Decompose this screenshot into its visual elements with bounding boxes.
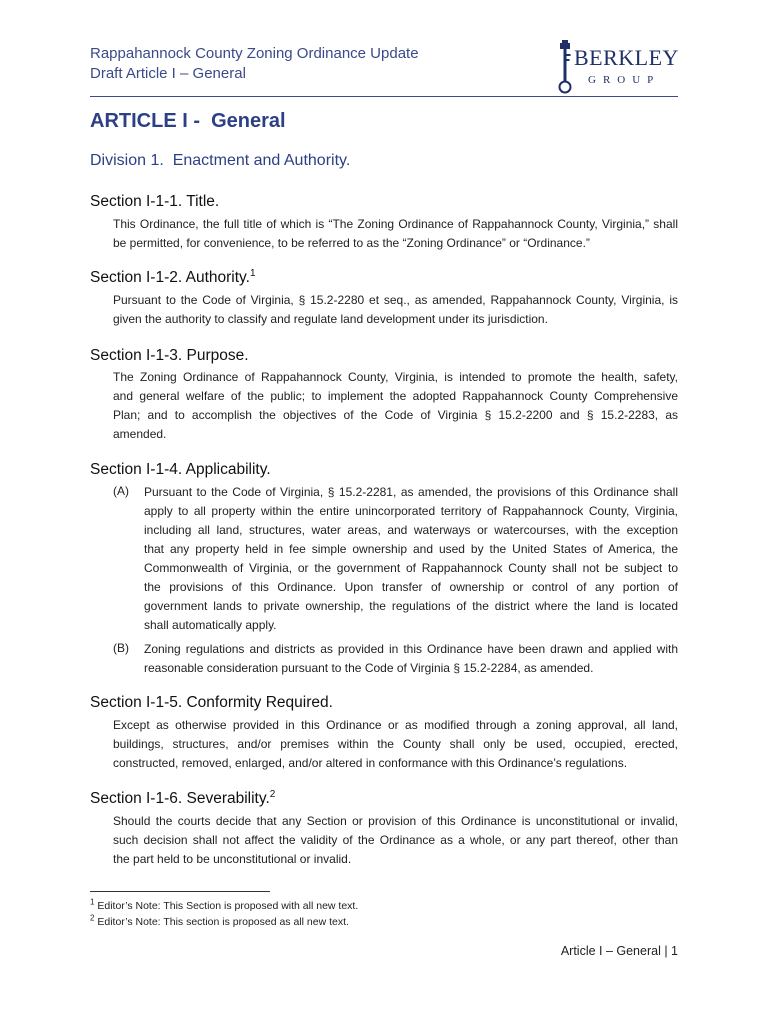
article-title: ARTICLE I - General (90, 110, 286, 132)
header-title: Rappahannock County Zoning Ordinance Update (90, 45, 419, 62)
paragraph-line: including all land, structures, water areas, and waterways or watercourses, with the exception (144, 523, 678, 537)
section-conformity-paragraph (113, 716, 678, 773)
section-heading-text: Section I-1-3. Purpose. (90, 347, 249, 364)
paragraph-line: given the authority to classify and regulate land development under its jurisdiction. (113, 312, 548, 326)
paragraph-line: Pursuant to the Code of Virginia, § 15.2-2281, as amended, the provisions of this Ordinance shall (144, 485, 678, 499)
footnote-number: 1 (90, 897, 95, 907)
footnote-1 (90, 897, 359, 912)
paragraph-line: The Zoning Ordinance of Rappahannock County, Virginia, is intended to promote the health, safety, (113, 370, 678, 384)
key-icon (556, 40, 574, 94)
section-heading-authority (90, 269, 256, 287)
section-heading-title (90, 193, 219, 211)
paragraph-line: Zoning regulations and districts as provided in this Ordinance have been drawn and applied with (144, 642, 678, 656)
paragraph-line: such decision shall not affect the validity of the Ordinance as a whole, or any part thereof, other than (113, 833, 678, 847)
footnote-2 (90, 913, 349, 928)
item-b-paragraph (144, 640, 678, 678)
berkley-group-logo (552, 40, 682, 94)
paragraph-line: be permitted, for convenience, to be referred to as the “Zoning Ordinance” or “Ordinance.” (113, 236, 590, 250)
paragraph-line: the provisions of this Ordinance. Upon transfer of ownership or control of any portion of (144, 580, 678, 594)
footnote-number: 2 (90, 913, 95, 923)
footnote-divider (90, 891, 270, 892)
item-label-b: (B) (113, 641, 129, 655)
paragraph-line: amended. (113, 427, 167, 441)
page-footer: Article I – General | 1 (560, 944, 678, 958)
footnote-text: Editor’s Note: This Section is proposed with all new text. (94, 900, 359, 912)
paragraph-line: Plan; and to accomplish the objectives of the Code of Virginia § 15.2-2200 and § 15.2-2283, as (113, 408, 678, 422)
paragraph-line: This Ordinance, the full title of which is “The Zoning Ordinance of Rappahannock County, Virginia,” shall (113, 217, 678, 231)
paragraph-line: shall automatically apply. (144, 618, 277, 632)
header-divider (90, 96, 678, 97)
section-heading-text: Section I-1-6. Severability. (90, 790, 270, 807)
section-heading-conformity (90, 694, 333, 712)
paragraph-line: Except as otherwise provided in this Ordinance or as modified through a zoning approval, all land, (113, 718, 678, 732)
footnote-ref[interactable]: 1 (249, 267, 256, 279)
logo-subtitle: GROUP (588, 74, 661, 86)
section-authority-paragraph (113, 291, 678, 329)
paragraph-line: that any property held in fee simple ownership and used by the United States of America, the (144, 542, 678, 556)
paragraph-line: government lands to private ownership, the regulations of the district where the land is located (144, 599, 678, 613)
footnote-text: Editor’s Note: This section is proposed as all new text. (94, 916, 349, 928)
section-heading-text: Section I-1-5. Conformity Required. (90, 694, 333, 711)
paragraph-line: and general welfare of the public; to implement the adopted Rappahannock County Comprehensive (113, 389, 678, 403)
paragraph-line: Should the courts decide that any Section or provision of this Ordinance is unconstitutional or invalid, (113, 814, 678, 828)
section-purpose-paragraph (113, 368, 678, 444)
section-heading-severability (90, 790, 275, 808)
section-heading-text: Section I-1-1. Title. (90, 193, 220, 210)
section-heading-text: Section I-1-4. Applicability. (90, 461, 271, 478)
section-title-paragraph (113, 215, 678, 253)
division-title: Division 1. Enactment and Authority. (90, 152, 351, 169)
section-severability-paragraph (113, 812, 678, 869)
logo-name: BERKLEY (574, 45, 679, 70)
paragraph-line: reasonable consideration pursuant to the Code of Virginia § 15.2-2284, as amended. (144, 661, 594, 675)
item-a-paragraph (144, 483, 678, 635)
paragraph-line: Pursuant to the Code of Virginia, § 15.2-2280 et seq., as amended, Rappahannock County, Virginia, is (113, 293, 678, 307)
paragraph-line: apply to all property within the entire unincorporated territory of Rappahannock County, Virginia, (144, 504, 678, 518)
section-heading-purpose (90, 347, 249, 365)
item-label-a: (A) (113, 484, 129, 498)
paragraph-line: Commonwealth of Virginia, or the government of Rappahannock County shall not be subject to (144, 561, 678, 575)
paragraph-line: the part held to be unconstitutional or invalid. (113, 852, 352, 866)
paragraph-line: buildings, structures, and/or premises within the County shall only be used, occupied, erected, (113, 737, 678, 751)
paragraph-line: constructed, removed, enlarged, and/or altered in conformance with this Ordinance’s regulations. (113, 756, 628, 770)
section-heading-text: Section I-1-2. Authority. (90, 269, 250, 286)
section-heading-applicability (90, 461, 271, 479)
header-subtitle: Draft Article I – General (90, 65, 246, 82)
footnote-ref[interactable]: 2 (269, 788, 276, 800)
